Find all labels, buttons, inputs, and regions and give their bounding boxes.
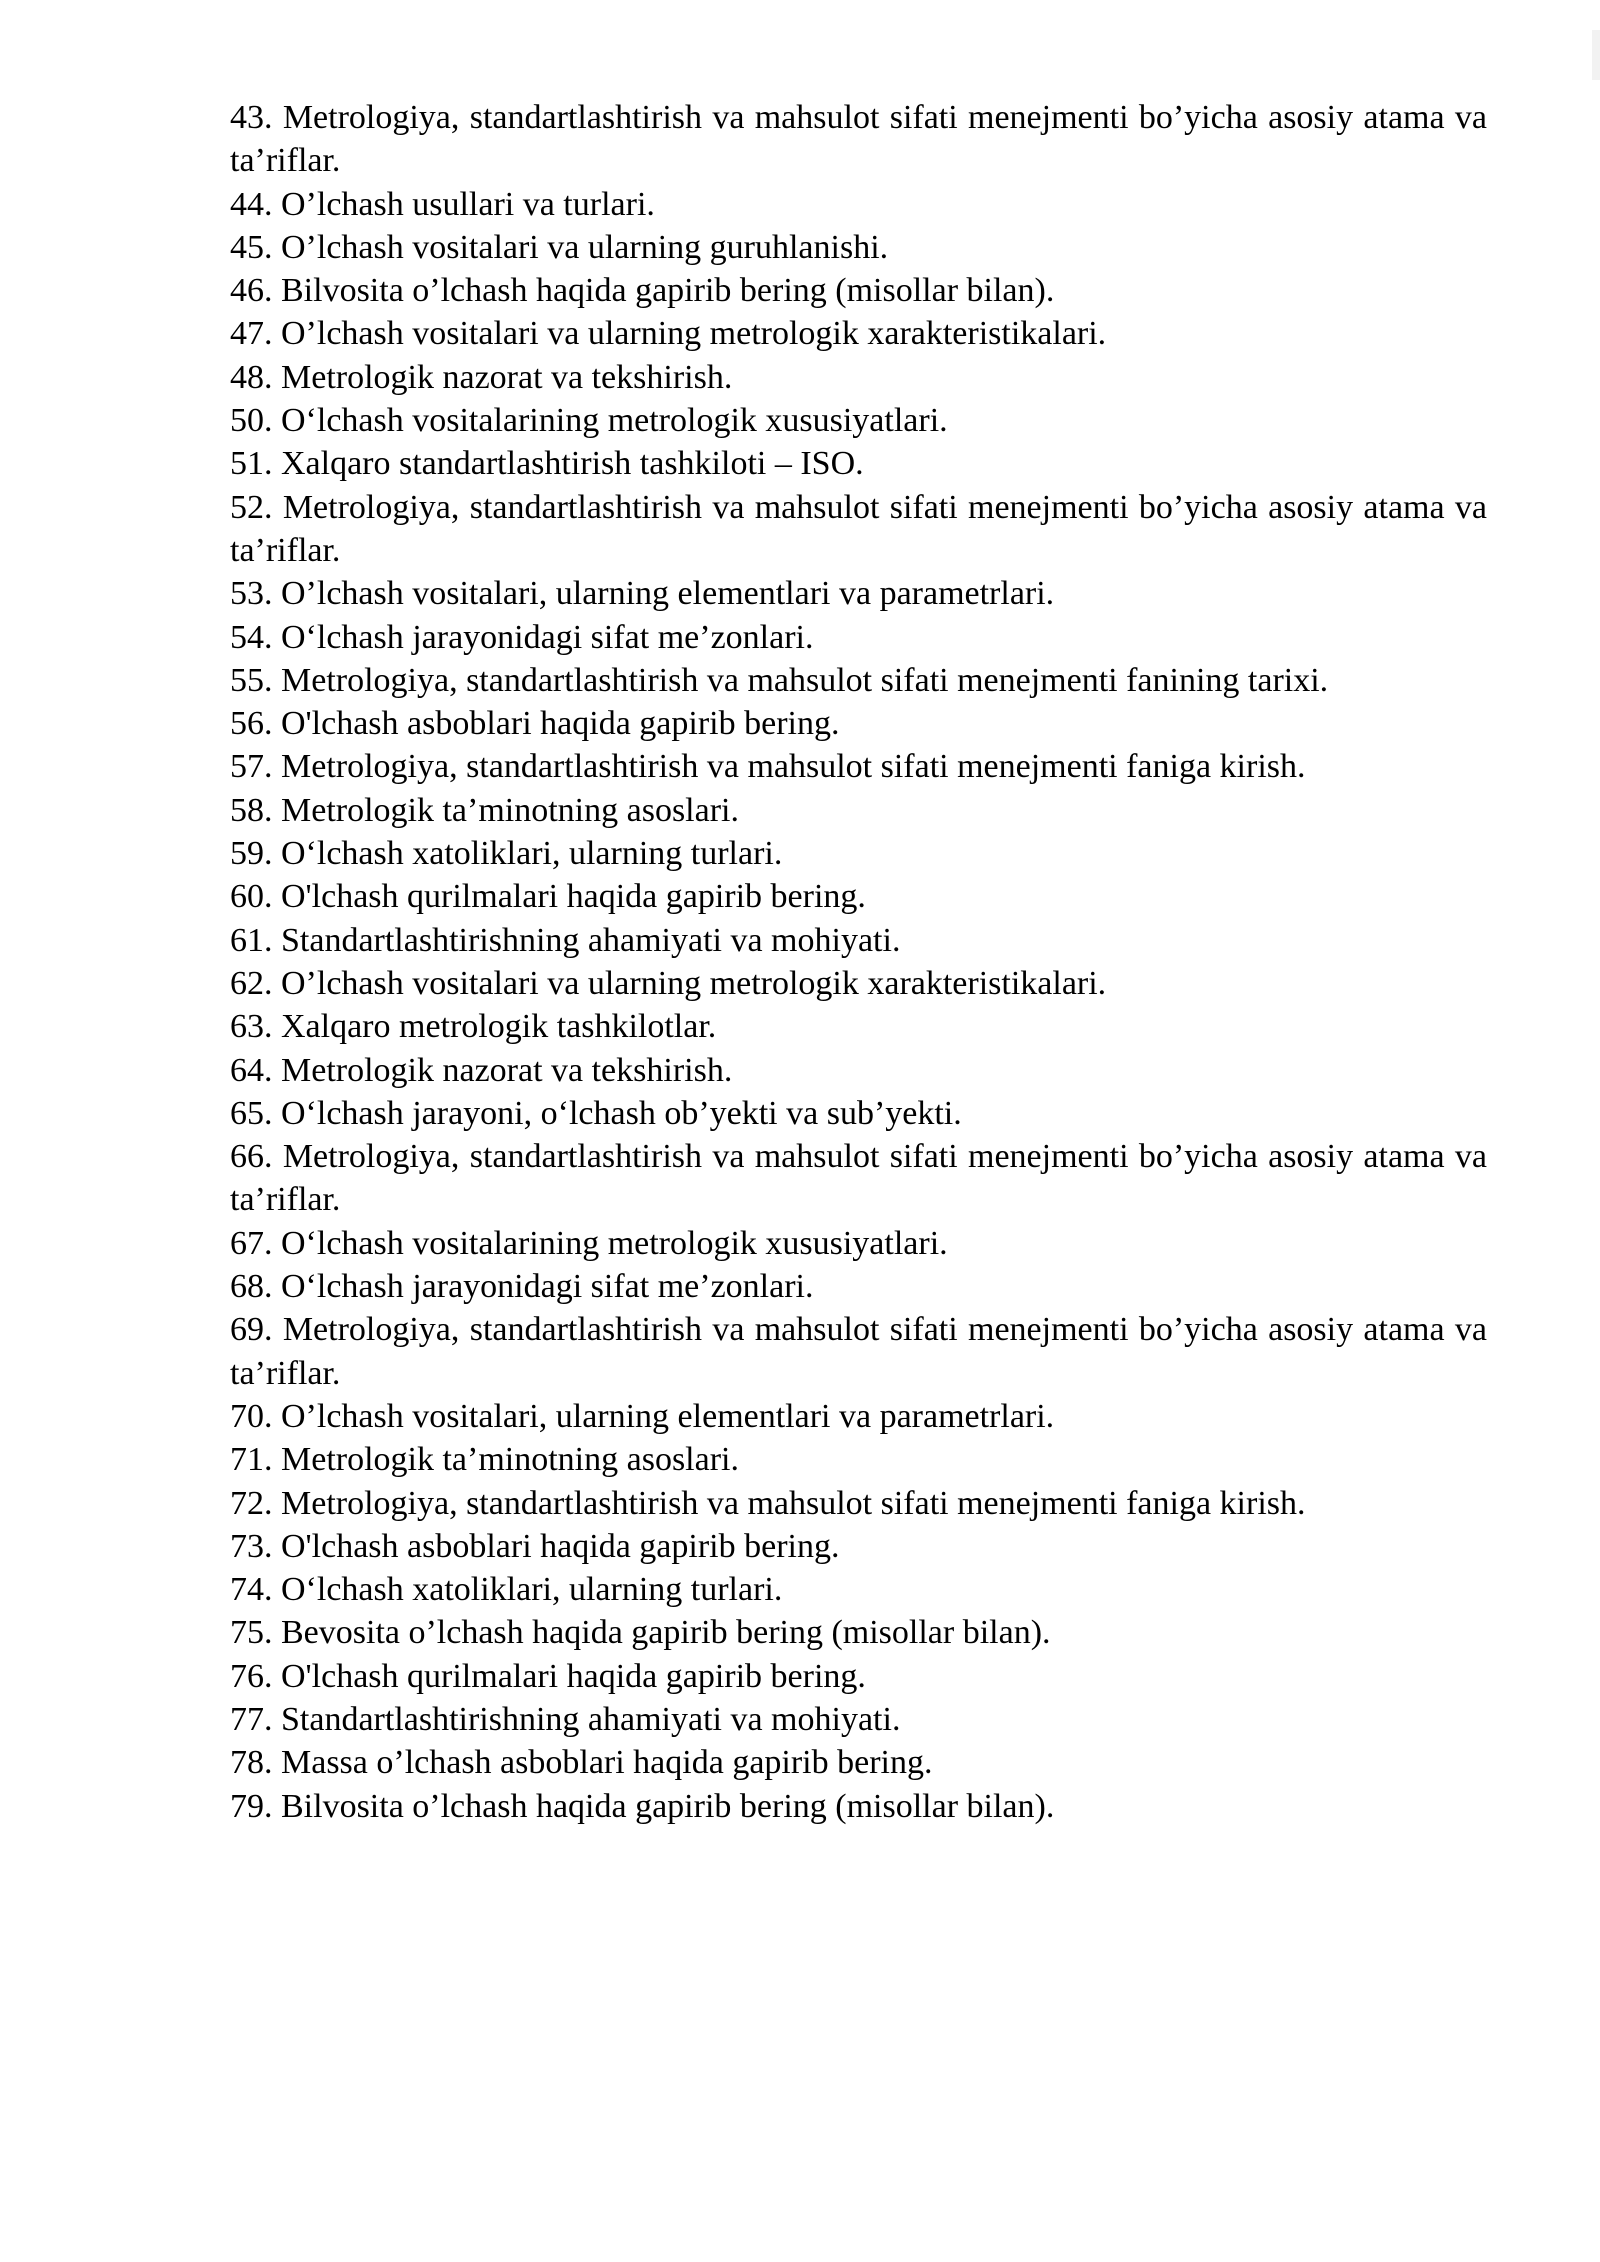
list-item: 57. Metrologiya, standartlashtirish va mahsulot sifati menejmenti faniga kirish. [230, 748, 1306, 786]
list-item: 76. O'lchash qurilmalari haqida gapirib bering. [230, 1657, 866, 1695]
list-item: 71. Metrologik ta’minotning asoslari. [230, 1441, 739, 1479]
list-item: 67. O‘lchash vositalarining metrologik xususiyatlari. [230, 1224, 948, 1262]
list-item: 69. Metrologiya, standartlashtirish va mahsulot sifati menejmenti bo’yicha asosiy atama va ta’riflar. [230, 1311, 1487, 1392]
list-item: 79. Bilvosita o’lchash haqida gapirib bering (misollar bilan). [230, 1787, 1055, 1825]
list-item: 64. Metrologik nazorat va tekshirish. [230, 1051, 733, 1089]
list-item: 48. Metrologik nazorat va tekshirish. [230, 358, 733, 396]
list-item: 78. Massa o’lchash asboblari haqida gapirib bering. [230, 1744, 933, 1782]
list-item: 61. Standartlashtirishning ahamiyati va mohiyati. [230, 921, 901, 959]
page-edge-shade [1592, 30, 1600, 80]
list-item: 68. O‘lchash jarayonidagi sifat me’zonlari. [230, 1268, 814, 1306]
question-list [230, 96, 1487, 1828]
list-item: 70. O’lchash vositalari, ularning elementlari va parametrlari. [230, 1397, 1055, 1435]
list-item: 52. Metrologiya, standartlashtirish va mahsulot sifati menejmenti bo’yicha asosiy atama va ta’riflar. [230, 488, 1487, 569]
list-item: 47. O’lchash vositalari va ularning metrologik xarakteristikalari. [230, 315, 1107, 353]
list-item: 51. Xalqaro standartlashtirish tashkiloti – ISO. [230, 445, 864, 483]
list-item: 45. O’lchash vositalari va ularning guruhlanishi. [230, 228, 889, 266]
list-item: 54. O‘lchash jarayonidagi sifat me’zonlari. [230, 618, 814, 656]
list-item: 58. Metrologik ta’minotning asoslari. [230, 791, 739, 829]
list-item: 53. O’lchash vositalari, ularning elementlari va parametrlari. [230, 575, 1055, 613]
list-item: 74. O‘lchash xatoliklari, ularning turlari. [230, 1571, 783, 1609]
list-item: 46. Bilvosita o’lchash haqida gapirib bering (misollar bilan). [230, 272, 1055, 310]
list-item: 59. O‘lchash xatoliklari, ularning turlari. [230, 835, 783, 873]
list-item: 77. Standartlashtirishning ahamiyati va mohiyati. [230, 1700, 901, 1738]
list-item: 63. Xalqaro metrologik tashkilotlar. [230, 1008, 717, 1046]
list-item: 44. O’lchash usullari va turlari. [230, 185, 655, 223]
list-item: 43. Metrologiya, standartlashtirish va mahsulot sifati menejmenti bo’yicha asosiy atama va ta’riflar. [230, 99, 1487, 180]
list-item: 73. O'lchash asboblari haqida gapirib bering. [230, 1527, 840, 1565]
list-item: 56. O'lchash asboblari haqida gapirib bering. [230, 705, 840, 743]
list-item: 75. Bevosita o’lchash haqida gapirib bering (misollar bilan). [230, 1614, 1051, 1652]
list-item: 50. O‘lchash vositalarining metrologik xususiyatlari. [230, 402, 948, 440]
list-item: 65. O‘lchash jarayoni, o‘lchash ob’yekti va sub’yekti. [230, 1094, 962, 1132]
list-item: 60. O'lchash qurilmalari haqida gapirib bering. [230, 878, 866, 916]
list-item: 66. Metrologiya, standartlashtirish va mahsulot sifati menejmenti bo’yicha asosiy atama va ta’riflar. [230, 1138, 1487, 1219]
list-item: 62. O’lchash vositalari va ularning metrologik xarakteristikalari. [230, 964, 1107, 1002]
list-item: 55. Metrologiya, standartlashtirish va mahsulot sifati menejmenti fanining tarixi. [230, 661, 1329, 699]
list-item: 72. Metrologiya, standartlashtirish va mahsulot sifati menejmenti faniga kirish. [230, 1484, 1306, 1522]
